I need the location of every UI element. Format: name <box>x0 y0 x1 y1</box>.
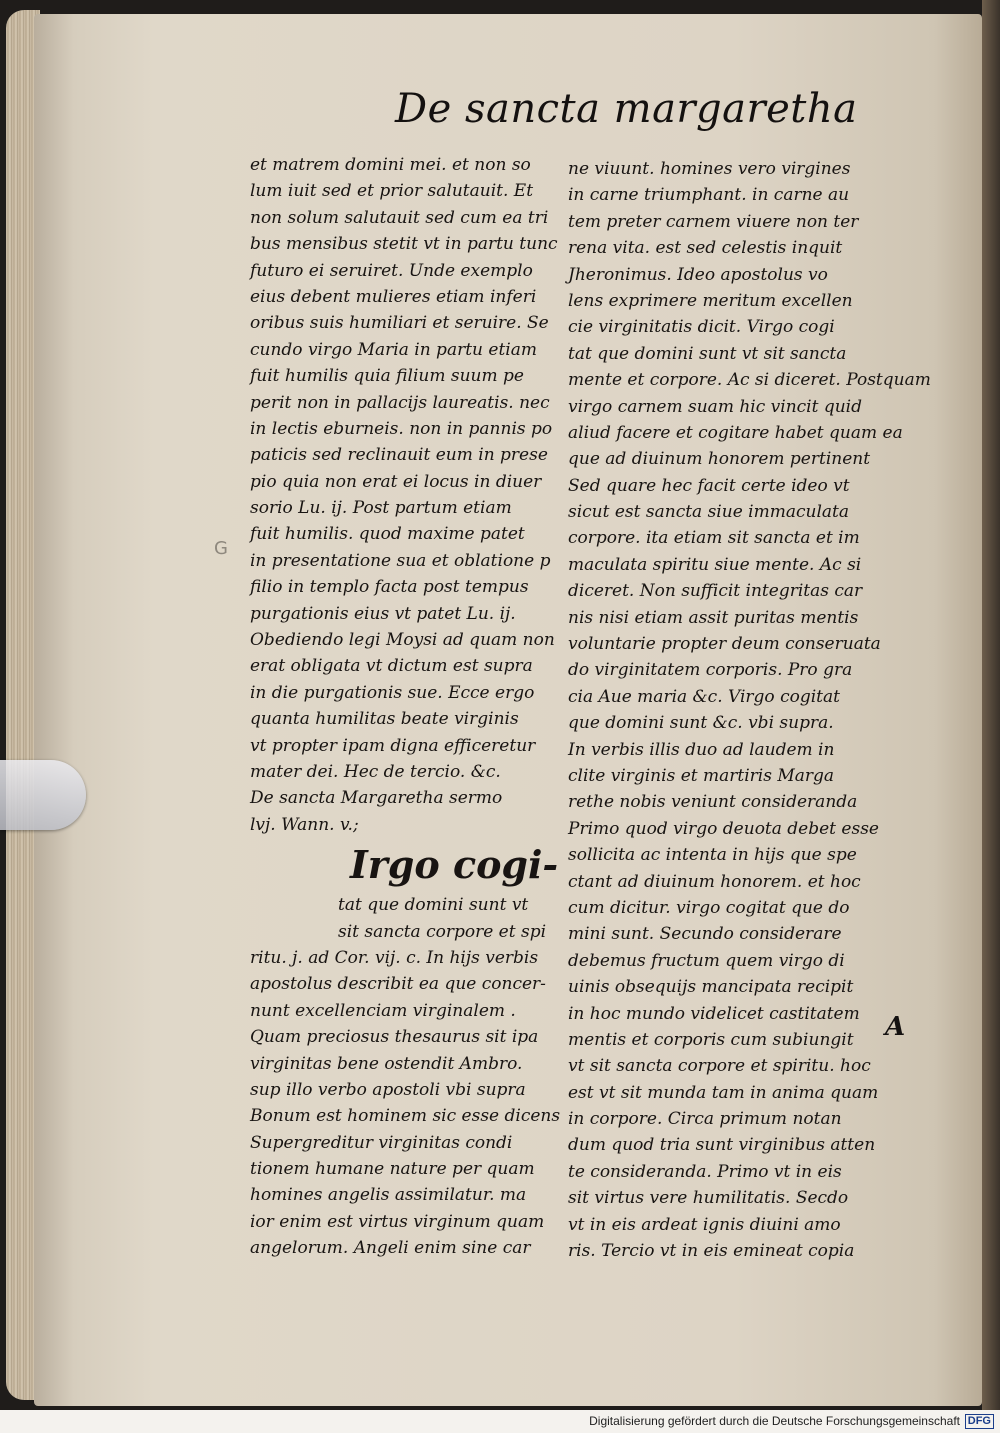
text-line: purgationis eius vt patet Lu. ij. <box>250 603 516 624</box>
text-line: tionem humane nature per quam <box>250 1159 535 1180</box>
text-line: do virginitatem corporis. Pro gra <box>568 660 853 681</box>
text-line: sit sancta corpore et spi <box>338 921 547 942</box>
text-line: uinis obsequijs mancipata recipit <box>568 977 854 998</box>
text-line: Bonum est hominem sic esse dicens <box>250 1106 561 1127</box>
left-column-text-top <box>250 152 560 785</box>
text-line: homines angelis assimilatur. ma <box>250 1185 527 1206</box>
text-line: eius debent mulieres etiam inferi <box>250 286 537 307</box>
text-line: sollicita ac intenta in hijs que spe <box>568 845 857 866</box>
text-line: Supergreditur virginitas condi <box>250 1132 513 1153</box>
text-line: debemus fructum quem virgo di <box>568 950 845 971</box>
text-line: mater dei. Hec de tercio. &c. <box>250 761 501 782</box>
text-line: dum quod tria sunt virginibus atten <box>568 1135 876 1156</box>
text-line: in hoc mundo videlicet castitatem <box>568 1003 860 1024</box>
text-line: perit non in pallacijs laureatis. nec <box>250 392 550 413</box>
text-line: rethe nobis veniunt consideranda <box>568 792 858 813</box>
text-line: et matrem domini mei. et non so <box>250 155 531 175</box>
text-line: tat que domini sunt vt sit sancta <box>568 343 847 364</box>
text-line: diceret. Non sufficit integritas car <box>568 581 863 602</box>
text-line: vt in eis ardeat ignis diuini amo <box>568 1214 841 1235</box>
footer-bar <box>0 1410 1000 1433</box>
dfg-logo: DFG <box>965 1414 994 1429</box>
text-line: cia Aue maria &c. Virgo cogitat <box>568 686 840 707</box>
text-line: nis nisi etiam assit puritas mentis <box>568 607 859 628</box>
text-line: mente et corpore. Ac si diceret. Postquam <box>568 370 931 391</box>
text-line: apostolus describit ea que concer- <box>250 974 546 995</box>
footer-credit: Digitalisierung gefördert durch die Deutsche Forschungsgemeinschaft <box>589 1414 960 1428</box>
text-line: Quam preciosus thesaurus sit ipa <box>250 1027 539 1048</box>
text-line: cie virginitatis dicit. Virgo cogi <box>568 317 835 338</box>
text-line: aliud facere et cogitare habet quam ea <box>568 422 903 443</box>
text-line: ctant ad diuinum honorem. et hoc <box>568 871 861 892</box>
text-line: clite virginis et martiris Marga <box>568 765 835 786</box>
margin-section-letter: A <box>885 1012 906 1042</box>
text-line: lens exprimere meritum excellen <box>568 290 853 311</box>
text-line: te consideranda. Primo vt in eis <box>568 1161 842 1182</box>
text-line: cundo virgo Maria in partu etiam <box>250 339 537 360</box>
text-line: In verbis illis duo ad laudem in <box>568 739 835 760</box>
text-line: lum iuit sed et prior salutauit. Et <box>250 181 534 202</box>
text-line: vt propter ipam digna efficeretur <box>250 735 536 756</box>
text-line: in carne triumphant. in carne au <box>568 185 850 206</box>
text-line: in corpore. Circa primum notan <box>568 1109 842 1130</box>
text-line: est vt sit munda tam in anima quam <box>568 1082 879 1103</box>
sermon-number: lvj. Wann. v.; <box>250 814 359 835</box>
text-line: sit virtus vere humilitatis. Secdo <box>568 1188 849 1209</box>
text-line: maculata spiritu siue mente. Ac si <box>568 554 862 575</box>
text-line: cum dicitur. virgo cogitat que do <box>568 897 850 918</box>
text-line: sorio Lu. ij. Post partum etiam <box>250 498 512 519</box>
text-line: tat que domini sunt vt <box>338 895 529 916</box>
text-line: sup illo verbo apostoli vbi supra <box>250 1079 526 1100</box>
text-line: bus mensibus stetit vt in partu tunc <box>250 234 558 255</box>
text-line: mini sunt. Secundo considerare <box>568 924 842 945</box>
text-line: in lectis eburneis. non in pannis po <box>250 418 553 439</box>
right-column-text <box>568 156 931 1264</box>
text-line: rena vita. est sed celestis inquit <box>568 238 843 259</box>
text-line: in die purgationis sue. Ecce ergo <box>250 682 535 703</box>
margin-bleed-mark: G <box>214 538 228 559</box>
text-line: paticis sed reclinauit eum in prese <box>250 445 548 466</box>
left-column-text-bottom <box>250 892 560 1261</box>
text-line: erat obligata vt dictum est supra <box>250 656 533 677</box>
text-line: non solum salutauit sed cum ea tri <box>250 207 549 228</box>
text-line: sicut est sancta siue immaculata <box>568 502 849 523</box>
text-line: Obediendo legi Moysi ad quam non <box>250 630 555 651</box>
text-line: futuro ei seruiret. Unde exemplo <box>250 260 533 281</box>
sermon-title: De sancta Margaretha sermo <box>250 788 503 809</box>
left-column <box>250 152 560 1262</box>
decorated-incipit: Irgo cogi- <box>350 842 559 888</box>
text-line: que ad diuinum honorem pertinent <box>568 449 871 470</box>
right-column <box>568 156 931 1264</box>
text-line: vt sit sancta corpore et spiritu. hoc <box>568 1056 871 1077</box>
board-edge <box>982 0 1000 1410</box>
text-line: virginitas bene ostendit Ambro. <box>250 1053 523 1074</box>
text-line: Sed quare hec facit certe ideo vt <box>568 475 850 496</box>
text-line: mentis et corporis cum subiungit <box>568 1029 854 1050</box>
text-line: nunt excellenciam virginalem . <box>250 1000 516 1021</box>
text-line: corpore. ita etiam sit sancta et im <box>568 528 860 549</box>
text-line: fuit humilis quia filium suum pe <box>250 366 524 387</box>
text-line: ris. Tercio vt in eis emineat copia <box>568 1241 855 1262</box>
text-line: ior enim est virtus virginum quam <box>250 1211 545 1232</box>
text-line: fuit humilis. quod maxime patet <box>250 524 525 545</box>
text-line: Jheronimus. Ideo apostolus vo <box>568 264 828 285</box>
text-line: que domini sunt &c. vbi supra. <box>568 713 834 734</box>
text-line: in presentatione sua et oblatione p <box>250 550 551 571</box>
text-line: ritu. j. ad Cor. vij. c. In hijs verbis <box>250 947 539 968</box>
text-line: filio in templo facta post tempus <box>250 577 529 598</box>
text-line: quanta humilitas beate virginis <box>250 709 519 730</box>
page-heading: De sancta margaretha <box>395 86 858 132</box>
page-holder-clip <box>0 760 86 830</box>
text-line: tem preter carnem viuere non ter <box>568 211 859 232</box>
text-line: pio quia non erat ei locus in diuer <box>250 471 542 492</box>
text-line: angelorum. Angeli enim sine car <box>250 1238 531 1259</box>
text-line: Primo quod virgo deuota debet esse <box>568 818 879 839</box>
text-line: ne viuunt. homines vero virgines <box>568 159 851 179</box>
text-line: voluntarie propter deum conseruata <box>568 634 881 655</box>
text-line: virgo carnem suam hic vincit quid <box>568 396 862 417</box>
text-line: oribus suis humiliari et seruire. Se <box>250 313 549 334</box>
